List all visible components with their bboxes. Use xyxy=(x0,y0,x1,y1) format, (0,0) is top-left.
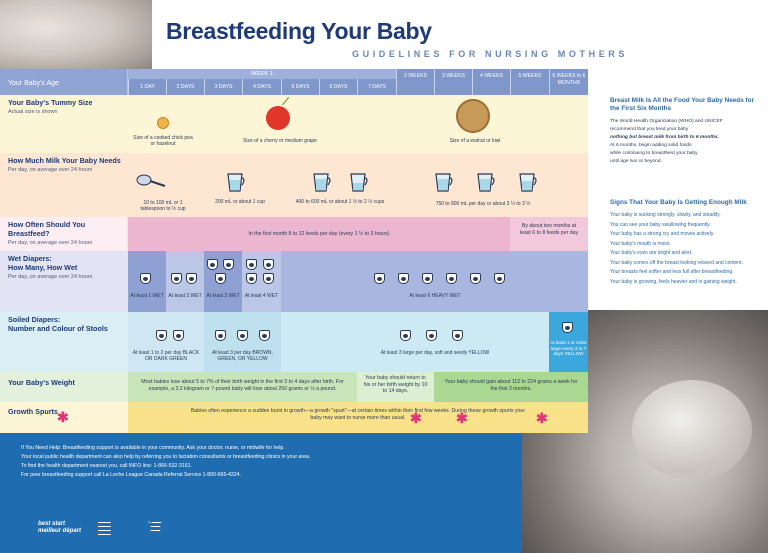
wet-label-cell xyxy=(0,251,127,312)
measuring-cup-icon xyxy=(348,171,370,193)
diaper-icon xyxy=(156,330,167,341)
measuring-cup-icon xyxy=(433,171,455,193)
diaper-icon xyxy=(207,259,218,270)
measuring-cup-icon xyxy=(225,171,247,193)
sign-item: Your baby's mouth is moist. xyxy=(610,240,671,247)
diaper-icon xyxy=(171,273,182,284)
diaper-icon xyxy=(215,273,226,284)
sidebar-line: while continuing to breastfeed your baby xyxy=(610,151,698,156)
wet-later-cell xyxy=(281,251,588,312)
week-5-header: 5 WEEKS xyxy=(510,69,549,95)
sign-item: Your breasts feel softer and less full after breastfeeding. xyxy=(610,269,734,275)
walnut-icon xyxy=(456,99,490,133)
footer-line-4: For peer breastfeeding support call La Leche League Canada Referral Service 1-800-665-4324. xyxy=(21,472,242,478)
soiled-label-1: Soiled Diapers: xyxy=(8,315,61,324)
feeding-frequency-row xyxy=(0,217,588,251)
growth-spurt-star-icon: ✱ xyxy=(57,409,69,425)
tummy-caption-1: Size of a cooked chick pea or hazelnut xyxy=(133,135,193,147)
diaper-icon xyxy=(237,330,248,341)
signs-list xyxy=(610,211,766,287)
best-start-logo xyxy=(38,521,81,534)
tummy-caption-3: Size of a walnut or kiwi xyxy=(449,138,501,144)
milk-caption-1: 10 to 100 mL or 1 tablespoon to ½ cup xyxy=(140,200,186,212)
chickpea-icon xyxy=(157,117,169,129)
day-7-header: 7 DAYS xyxy=(357,79,396,95)
day-5-header: 5 DAYS xyxy=(281,79,319,95)
sign-item: Your baby is sucking strongly, slowly, and steadily. xyxy=(610,212,721,218)
wet-caption-3: At least 3 WET xyxy=(206,293,240,299)
tummy-sublabel: Actual size is shown xyxy=(8,109,58,115)
logo-text-2: meilleur départ xyxy=(38,527,82,534)
milk-label: How Much Milk Your Baby Needs xyxy=(8,156,121,165)
soiled-cell-2 xyxy=(204,312,281,372)
diaper-icon xyxy=(494,273,505,284)
sign-item: Your baby's eyes are bright and alert. xyxy=(610,250,693,256)
diaper-icon xyxy=(263,259,274,270)
week-4-header: 4 WEEKS xyxy=(472,69,510,95)
sidebar-line: until age two or beyond. xyxy=(610,159,662,164)
diaper-icon xyxy=(263,273,274,284)
sidebar-line: The World Health Organization (WHO) and UNICEF xyxy=(610,119,723,124)
footer-line-3: To find the health department nearest you, call INFO line: 1-866-532-3161. xyxy=(21,463,192,469)
day-1-header: 1 DAY xyxy=(128,79,166,95)
growth-spurt-star-icon: ✱ xyxy=(456,410,468,426)
week1-header: WEEK 1 xyxy=(128,69,396,79)
sign-item: Your baby is growing, feels heavier and is gaining weight. xyxy=(610,278,737,285)
often-label: How Often Should You Breastfeed? xyxy=(8,220,86,238)
day-4-header: 4 DAYS xyxy=(242,79,281,95)
tummy-label-cell xyxy=(0,95,127,153)
guideline-table xyxy=(0,69,588,433)
milk-caption-3: 400 to 600 mL or about 1 ½ to 2 ½ cups xyxy=(295,199,385,205)
measuring-cup-icon xyxy=(311,171,333,193)
milk-label-cell xyxy=(0,153,127,217)
sidebar-heading-2: Signs That Your Baby Is Getting Enough Milk xyxy=(610,199,747,206)
soiled-caption-2: At least 3 per day BROWN, GREEN, OR YELLOW xyxy=(212,350,273,362)
growth-label: Growth Spurts xyxy=(8,407,58,416)
diaper-icon xyxy=(140,273,151,284)
diaper-icon xyxy=(246,273,257,284)
diaper-icon xyxy=(173,330,184,341)
often-caption-2: By about two months at least 6 to 8 feeds per day xyxy=(510,217,588,251)
diaper-icon xyxy=(215,330,226,341)
wet-caption-1: At least 1 WET xyxy=(130,293,164,299)
soiled-cell-1 xyxy=(128,312,204,372)
breast-milk-info xyxy=(610,97,760,166)
diaper-icon xyxy=(246,259,257,270)
partner-logo-1: ▬▬▬▬ ▬▬▬▬ ▬▬▬▬ ▬▬▬▬ xyxy=(98,520,111,536)
logo-text-1: best start xyxy=(38,521,66,527)
growth-spurt-star-icon: ✱ xyxy=(410,410,422,426)
age-label-cell xyxy=(0,69,127,95)
growth-caption: Babies often experience a sudden burst in growth—a growth "spurt"—at certain times within their first few weeks. During these growth spurts your baby may want to nurse more than usual. xyxy=(128,402,588,433)
sidebar-line: At 6 months, begin adding solid foods xyxy=(610,143,692,148)
page-title: Breastfeeding Your Baby xyxy=(166,18,432,44)
diaper-icon xyxy=(562,322,573,333)
tummy-size-row xyxy=(0,95,588,153)
help-footer xyxy=(0,433,522,553)
often-label-cell xyxy=(0,217,127,251)
diaper-icon xyxy=(259,330,270,341)
wet-diapers-row xyxy=(0,251,588,312)
soiled-caption-4: At least 1 or more large every 3 to 7 days YELLOW xyxy=(550,340,587,356)
cherry-icon xyxy=(266,106,290,130)
wet-label-2: How Many, How Wet xyxy=(8,263,78,272)
day-2-header: 2 DAYS xyxy=(166,79,204,95)
footer-line-1: If You Need Help: Breastfeeding support is available in your community. Ask your doctor, nurse, or midwife for help. xyxy=(21,445,285,451)
diaper-icon xyxy=(398,273,409,284)
sidebar-heading-1: Breast Milk Is All the Food Your Baby Needs for the First Six Months xyxy=(610,97,755,112)
day-3-header: 3 DAYS xyxy=(204,79,242,95)
footer-line-2: Your local public health department can also help by referring you to lactation consultants or breastfeeding clinics in your area. xyxy=(21,454,311,460)
baby-photo-top xyxy=(0,0,152,70)
diaper-icon xyxy=(400,330,411,341)
photo-highlight xyxy=(632,380,752,480)
sidebar-paragraph xyxy=(610,118,760,166)
diaper-icon xyxy=(426,330,437,341)
weight-caption-1: Most babies lose about 5 to 7% of their birth weight in the first 3 to 4 days after birth. For example, a 3.2 kilogram or 7-pound baby will lose about 250 grams or ½ a pound. xyxy=(128,372,357,402)
milk-needs-row xyxy=(0,153,588,217)
diaper-icon xyxy=(470,273,481,284)
milk-caption-2: 200 mL or about 1 cup xyxy=(215,199,265,205)
tablespoon-icon xyxy=(136,171,166,189)
tummy-caption-2: Size of a cherry or medium grape xyxy=(243,138,317,144)
soiled-caption-1: At least 1 to 2 per day BLACK OR DARK GREEN xyxy=(132,350,200,362)
wet-caption-4: At least 4 WET xyxy=(244,293,279,299)
sidebar-line: recommend that you feed your baby xyxy=(610,127,689,132)
sidebar-line: nothing but breast milk from birth to 6 months. xyxy=(610,135,719,140)
diaper-icon xyxy=(223,259,234,270)
diaper-icon xyxy=(422,273,433,284)
sign-item: Your baby comes off the breast looking relaxed and content. xyxy=(610,259,743,266)
weight-label-cell xyxy=(0,372,127,402)
week-2-header: 2 WEEKS xyxy=(396,69,434,95)
day-6-header: 6 DAYS xyxy=(319,79,357,95)
weight-label: Your Baby's Weight xyxy=(8,378,75,387)
soiled-label-2: Number and Colour of Stools xyxy=(8,324,108,333)
milk-caption-4: 750 to 800 mL per day or about 3 ¼ to 3 ½ xyxy=(435,201,531,207)
growth-spurts-row xyxy=(0,402,588,433)
soiled-label-cell xyxy=(0,312,127,372)
soiled-caption-3: At least 3 large per day, soft and seedy YELLOW xyxy=(380,350,490,356)
tummy-label: Your Baby's Tummy Size xyxy=(8,98,93,107)
wet-caption-5: At least 6 HEAVY WET xyxy=(409,293,461,299)
milk-sublabel: Per day, on average over 24 hours xyxy=(8,167,93,173)
often-caption-1: In the first month 8 to 12 feeds per day (every 1 ½ to 3 hours) xyxy=(128,217,510,251)
week-6-header: 6 WEEKS to 6 MONTHS xyxy=(549,69,588,95)
growth-spurt-star-icon: ✱ xyxy=(536,410,548,426)
diaper-icon xyxy=(446,273,457,284)
partner-logo-2: ◎ ▬▬▬ ▬▬▬ ▬▬▬ xyxy=(148,520,162,532)
sign-item: You can see your baby swallowing frequently. xyxy=(610,221,711,228)
soiled-diapers-row xyxy=(0,312,588,372)
often-sublabel: Per day, on average over 24 hours xyxy=(8,240,93,246)
diaper-icon xyxy=(186,273,197,284)
page-subtitle: GUIDELINES FOR NURSING MOTHERS xyxy=(352,49,629,59)
age-label: Your Baby's Age xyxy=(8,80,59,87)
age-header-row xyxy=(0,69,588,95)
weight-caption-3: Your baby should gain about 112 to 224 grams a week for the first 3 months. xyxy=(434,372,588,402)
wet-sublabel: Per day, on average over 24 hours xyxy=(8,274,93,280)
sign-item: Your baby has a strong cry and moves actively. xyxy=(610,231,715,237)
weight-row xyxy=(0,372,588,402)
wet-label-1: Wet Diapers: xyxy=(8,254,52,263)
weight-caption-2: Your baby should return to his or her birth weight by 10 to 14 days. xyxy=(357,372,434,402)
measuring-cup-icon xyxy=(517,171,539,193)
measuring-cup-icon xyxy=(475,171,497,193)
week-3-header: 3 WEEKS xyxy=(434,69,472,95)
enough-milk-signs xyxy=(610,199,766,287)
wet-caption-2: At least 2 WET xyxy=(168,293,202,299)
diaper-icon xyxy=(452,330,463,341)
soiled-cell-3 xyxy=(281,312,549,372)
diaper-icon xyxy=(374,273,385,284)
